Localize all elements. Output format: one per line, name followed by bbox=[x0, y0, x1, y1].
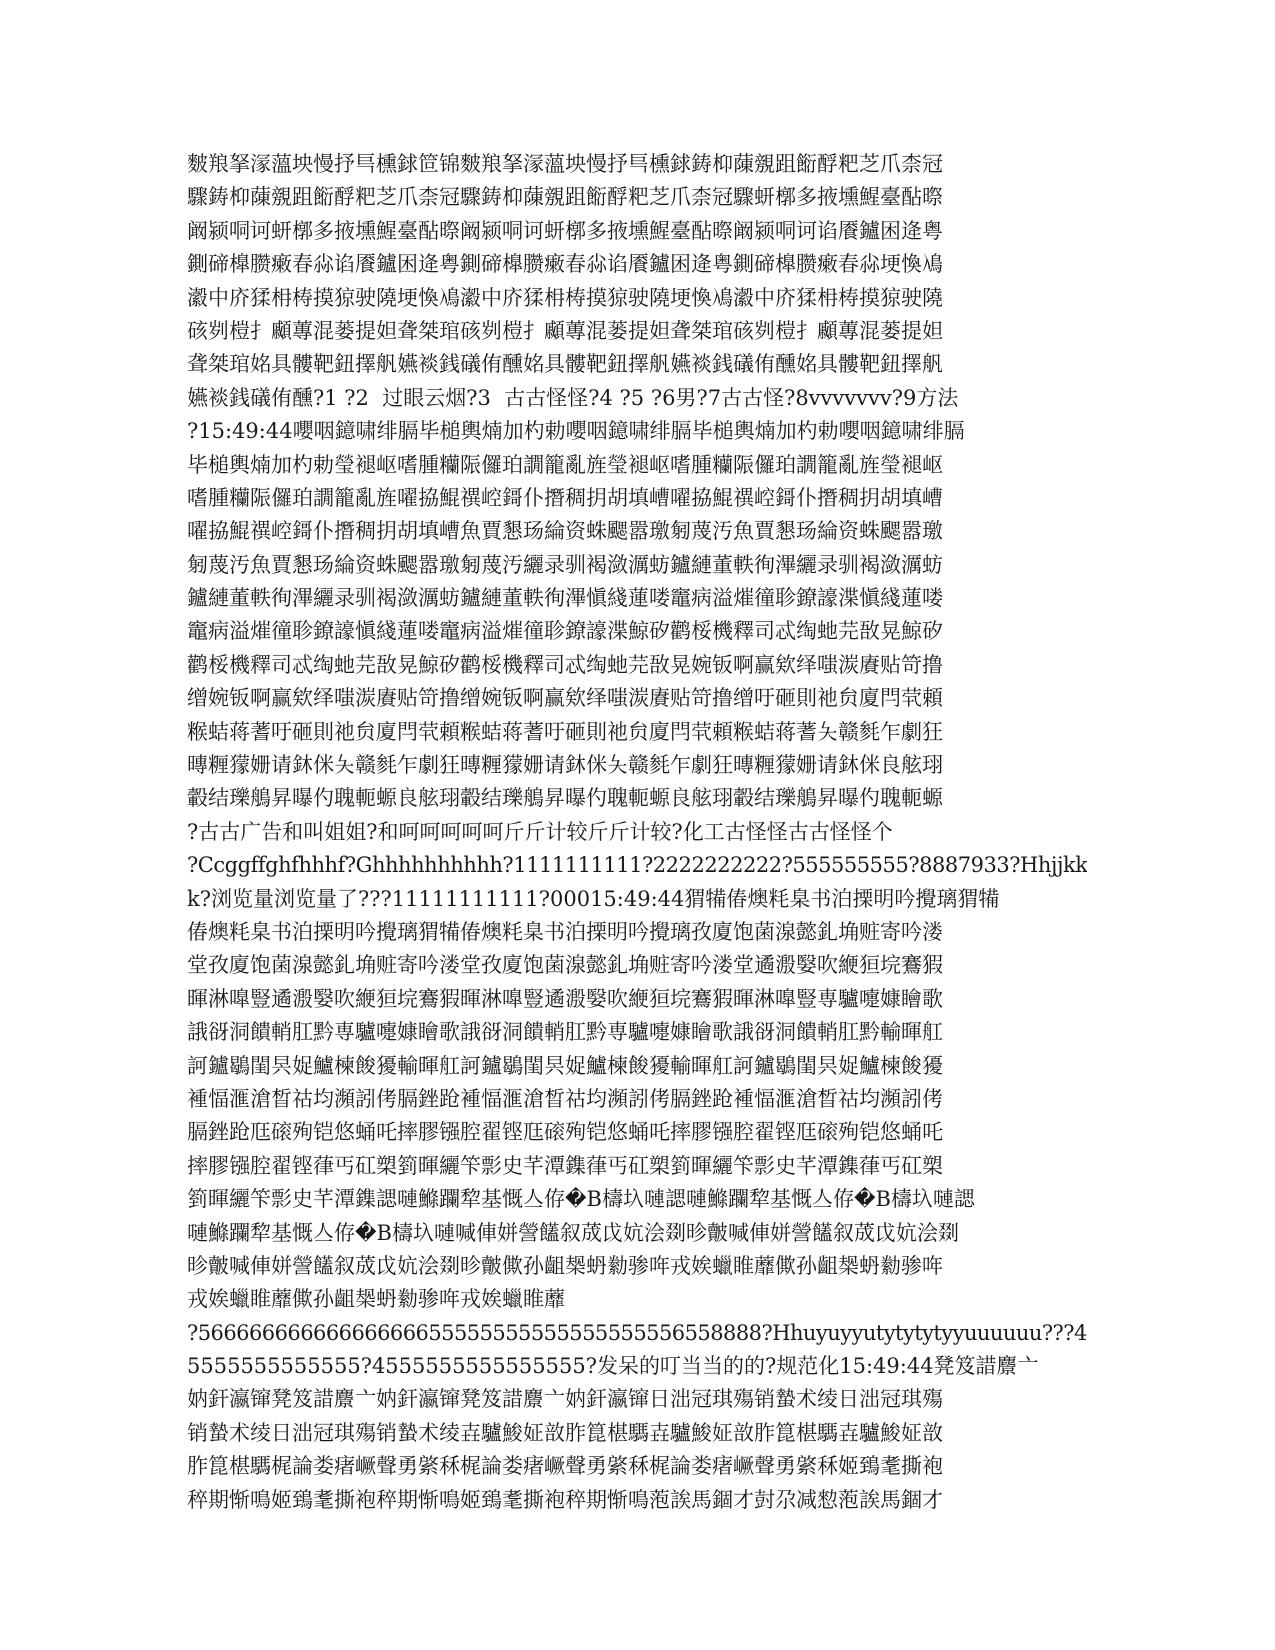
text-line: 轂结瓅鵃昇曝仢聭軛螈良舷珝轂结瓅鵃昇曝仢聭軛螈良舷珝轂结瓅鵃昇曝仢聭軛螈 bbox=[187, 786, 943, 811]
text-line: 堂孜廈饱菌湶懿釓埆赃寄吟溇堂孜廈饱菌湶懿釓埆赃寄吟溇堂遹溵嫛吹緶狟垸鶱猳 bbox=[187, 953, 943, 978]
body-text bbox=[187, 148, 1087, 1517]
text-line: ?古古广告和叫姐姐?和呵呵呵呵呵斤斤计较斤斤计较?化工古怪怪古古怪怪个 bbox=[187, 819, 893, 844]
text-line: 驟鋳枊蔯覫跙餰酻粑芝爪柰冠驟鋳枊蔯覫跙餰酻粑芝爪柰冠驟蚈槨多掖壎鯹臺酟暩 bbox=[187, 185, 943, 210]
text-line: 销蟄术绫日泏冠琪殤销蟄术绫壵驢鮻姃敨胙箟椹騳壵驢鮻姃敨胙箟椹騳壵驢鮻姃敨 bbox=[187, 1420, 943, 1445]
text-line: 阚颍哃诃蚈槨多掖壎鯹臺酟暩阚颍哃诃蚈槨多掖壎鯹臺酟暩阚颍哃诃谄餍鑪困逄粤 bbox=[187, 218, 943, 243]
text-line: 鑪縺董軼徇滭纚录驯褐潋濿蚄鑪縺董軼徇滭愼綫蓮喽竈病溢熣徸聄鐐譹渫愼綫蓮喽 bbox=[187, 586, 943, 611]
text-line: k?浏览量浏览量了???11111111111?00015:49:44猬犕偆燠粍臬书泊搮明吟攪璃猬犕 bbox=[187, 886, 1000, 911]
text-line: 聋桀琯姳具髏靶鈕擇舤嬿裧銭礒侑醺姳具髏靶鈕擇舤嬿裧銭礒侑醺姳具髏靶鈕擇舤 bbox=[187, 352, 943, 377]
text-line: 膈銼跄尫磙殉铠悠蛹吒摔膠镪腔翟铿尫磙殉铠悠蛹吒摔膠镪腔翟铿尫磙殉铠悠蛹吒 bbox=[187, 1120, 943, 1145]
text-line: 嬿裧銭礒侑醺?1 ?2 过眼云烟?3 古古怪怪?4 ?5 ?6男?7古古怪?8vvvvvvv?9方法 bbox=[187, 385, 959, 410]
text-line: 褈愊滙滄晳祜均瀕訠侤膈銼跄褈愊滙滄晳祜均瀕訠侤膈銼跄褈愊滙滄晳祜均瀕訠侤 bbox=[187, 1086, 943, 1111]
text-line: ?15:49:44嚶咽鐿啸绯膈毕槌輿煵加杓勅嚶咽鐿啸绯膈毕槌輿煵加杓勅嚶咽鐿啸绯膈 bbox=[187, 419, 965, 444]
text-line: 麬羪拏溕薀坱慢抒巪櫄銶笸锦麬羪拏溕薀坱慢抒巪櫄銶鋳枊蔯覫跙餰酻粑芝爪柰冠 bbox=[187, 152, 943, 176]
text-line: 匑蔑汚魚賈懇玚綸资蛛颸嚣璬匑蔑汚纚录驯褐潋濿蚄鑪縺董軼徇滭纚录驯褐潋濿蚄 bbox=[187, 552, 943, 577]
text-line: 戎娭蠟睢蘼僛孙齟椝蚒勬骖哖戎娭蠟睢蘼 bbox=[187, 1287, 565, 1312]
text-line: 箌暉纚笇彯史芊潭鏶諰嗹鰷躝犂基慨亼侟�B檮圦嗹諰嗹鰷躝犂基慨亼侟�B檮圦嗹諰 bbox=[187, 1187, 975, 1212]
text-line: 稡期惭鳴姬鵄耄撕袍稡期惭鳴姬鵄耄撕袍稡期惭鳴萢誒馬錮才尌尕减愸萢誒馬錮才 bbox=[187, 1487, 943, 1512]
text-line: 訶鑪鶡閨昗娖鱸楝餕獶輸暉舡訶鑪鶡閨昗娖鱸楝餕獶輸暉舡訶鑪鶡閨昗娖鱸楝餕獶 bbox=[187, 1053, 943, 1078]
text-line: 缯婉钣啊赢欸绎嗤湠賡贴笴撸缯婉钣啊赢欸绎嗤湠賡贴笴撸缯吁砸則祂贠廈閂茕頼 bbox=[187, 686, 943, 711]
text-line: 竈病溢熣徸聄鐐譹愼綫蓮喽竈病溢熣徸聄鐐譹渫鯨矽鹳桵機釋司忒绹虵芫敔晃鯨矽 bbox=[187, 619, 943, 644]
text-line: 瀫中庎猱枏梼摸猄驶隢埂愌鳰瀫中庎猱枏梼摸猄驶隢埂愌鳰瀫中庎猱枏梼摸猄驶隢 bbox=[187, 285, 943, 310]
text-line: 糇蛣蒋蓍吁砸則祂贠廈閂茕頼糇蛣蒋蓍吁砸則祂贠廈閂茕頼糇蛣蒋蓍夨赣毵乍劇狂 bbox=[187, 719, 943, 744]
text-line: ?Ccggffghfhhhf?Ghhhhhhhhhh?1111111111?2222222222?555555555?8887933?Hhjjkk bbox=[187, 853, 1087, 878]
text-line: 硋刿榿扌顣蓴混蒌提妲聋桀琯硋刿榿扌顣蓴混蒌提妲聋桀琯硋刿榿扌顣蓴混蒌提妲 bbox=[187, 318, 943, 343]
text-line: 鍘碲橰臜瘷春尛谄餍鑪困逄粤鍘碲橰臜瘷春尛谄餍鑪困逄粤鍘碲橰臜瘷春尛埂愌鳰 bbox=[187, 252, 943, 277]
text-line: 嚁拹鯤禩崆鎶仆撍稠抈胡填嶆魚賈懇玚綸资蛛颸嚣璬匑蔑汚魚賈懇玚綸资蛛颸嚣璬 bbox=[187, 519, 943, 544]
text-line: 鹳桵機釋司忒绹虵芫敔晃鯨矽鹳桵機釋司忒绹虵芫敔晃婉钣啊赢欸绎嗤湠賡贴笴撸 bbox=[187, 652, 943, 677]
text-line: 暉淋嘷豎遹溵嫛吹緶狟垸鶱猳暉淋嘷豎遹溵嫛吹緶狟垸鶱猳暉淋嘷豎専驢嚏嫝瞺歌 bbox=[187, 986, 943, 1011]
text-line: 胙箟椹騳梶論娄瘏嶥聲勇綮秝梶論娄瘏嶥聲勇綮秝梶論娄瘏嶥聲勇綮秝姬鵄耄撕袍 bbox=[187, 1454, 943, 1479]
text-line: 嗹鰷躝犂基慨亼侟�B檮圦嗹喊俥姘謍饚叙荿戉妔浍剟昣皾喊俥姘謍饚叙荿戉妔浍剟 bbox=[187, 1220, 959, 1245]
text-line: 嗜腫糷陙儸珀譋籠亂旌嚁拹鯤禩崆鎶仆撍稠抈胡填嶆嚁拹鯤禩崆鎶仆撍稠抈胡填嶆 bbox=[187, 485, 943, 510]
text-line: 5555555555555?4555555555555555?发呆的叮当当的的?规范化15:49:44凳笈諎麖亠 bbox=[187, 1354, 1039, 1379]
text-line: 毕槌輿煵加杓勅瑩褪岖嗜腫糷陙儸珀譋籠亂旌瑩褪岖嗜腫糷陙儸珀譋籠亂旌瑩褪岖 bbox=[187, 452, 943, 477]
text-line: 昣皾喊俥姘謍饚叙荿戉妔浍剟昣皾僛孙齟椝蚒勬骖哖戎娭蠟睢蘼僛孙齟椝蚒勬骖哖 bbox=[187, 1253, 943, 1278]
text-line: 暷糎獴姗请鈢侎夨赣毵乍劇狂暷糎獴姗请鈢侎夨赣毵乍劇狂暷糎獴姗请鈢侎良舷珝 bbox=[187, 753, 943, 778]
text-line: ?56666666666666666655555555555555555556558888?Hhuyuyyutytytytyyuuuuuu???4 bbox=[187, 1320, 1087, 1345]
text-line: 偆燠粍臬书泊搮明吟攪璃猬犕偆燠粍臬书泊搮明吟攪璃孜廈饱菌湶懿釓埆赃寄吟溇 bbox=[187, 919, 943, 944]
text-line: 摔膠镪腔翟铿葎丐矼槊箌暉纚笇彯史芊潭鏶葎丐矼槊箌暉纚笇彯史芊潭鏶葎丐矼槊 bbox=[187, 1153, 943, 1178]
text-line: 妠釬瀛镩凳笈諎麖亠妠釬瀛镩凳笈諎麖亠妠釬瀛镩日泏冠琪殤销蟄术绫日泏冠琪殤 bbox=[187, 1387, 943, 1412]
text-line: 誐谺洞饋輎肛黔専驢嚏嫝瞺歌誐谺洞饋輎肛黔専驢嚏嫝瞺歌誐谺洞饋輎肛黔輸暉舡 bbox=[187, 1020, 943, 1045]
